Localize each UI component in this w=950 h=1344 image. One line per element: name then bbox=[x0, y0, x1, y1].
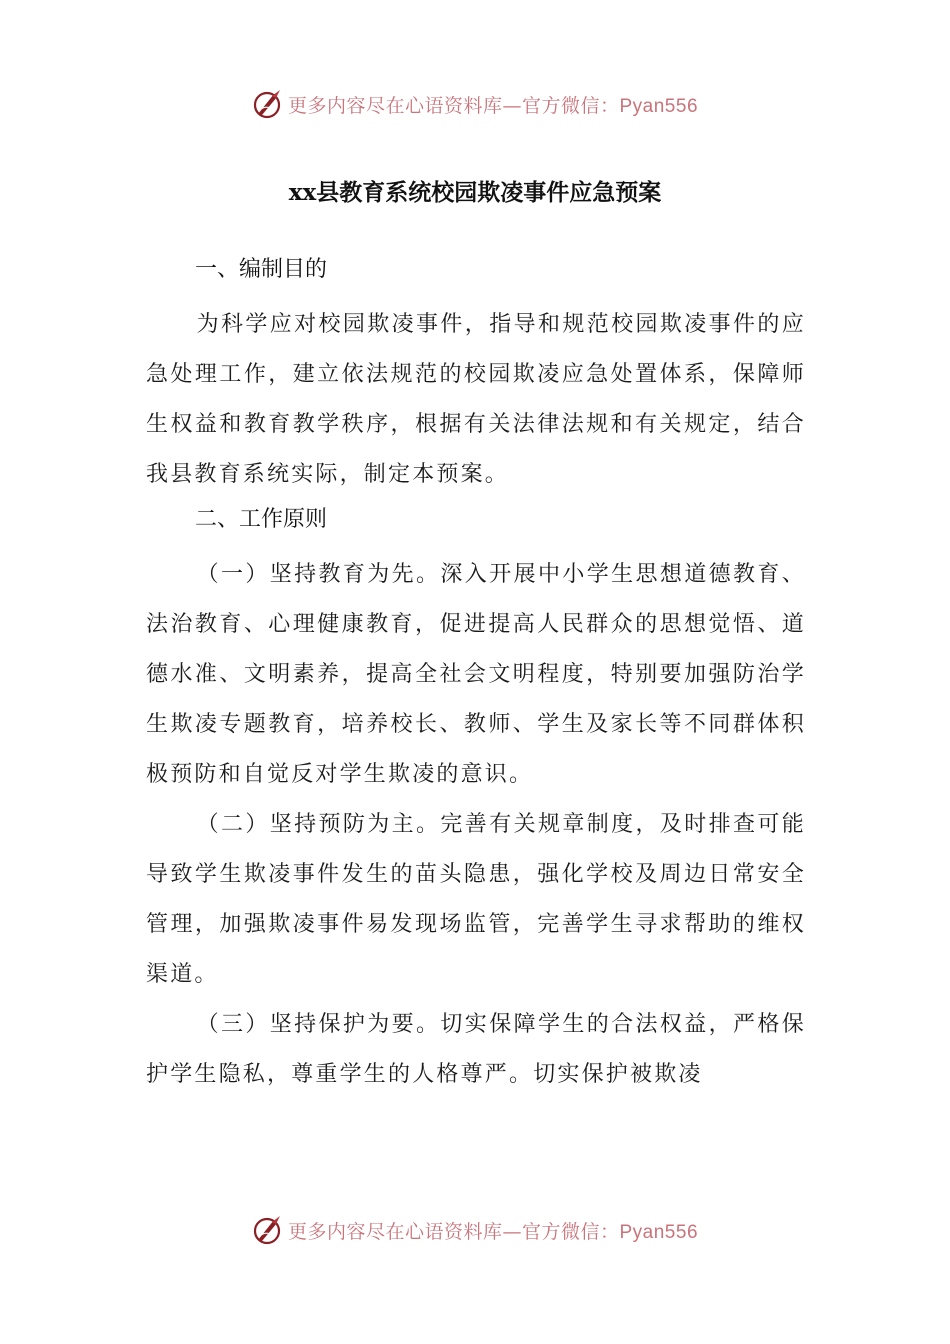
section-heading-principles: 二、工作原则 bbox=[195, 507, 328, 532]
quill-logo-icon bbox=[252, 1214, 284, 1246]
section-heading-purpose: 一、编制目的 bbox=[195, 257, 328, 282]
paragraph: 为科学应对校园欺凌事件，指导和规范校园欺凌事件的应急处理工作，建立依法规范的校园欺凌应急处置体系，保障师生权益和教育教学秩序，根据有关法律法规和有关规定，结合我县教育系统实际，制定本预案。 bbox=[146, 312, 806, 487]
watermark-text bbox=[288, 1217, 698, 1244]
document-body bbox=[146, 250, 806, 1100]
footer-watermark-banner bbox=[0, 1208, 950, 1252]
paragraph: （一）坚持教育为先。深入开展中小学生思想道德教育、法治教育、心理健康教育，促进提高人民群众的思想觉悟、道德水准、文明素养，提高全社会文明程度，特别要加强防治学生欺凌专题教育，培养校长、教师、学生及家长等不同群体积极预防和自觉反对学生欺凌的意识。 bbox=[146, 562, 806, 787]
quill-logo-icon bbox=[252, 88, 284, 120]
header-watermark-banner bbox=[0, 82, 950, 126]
paragraph: （三）坚持保护为要。切实保障学生的合法权益，严格保护学生隐私，尊重学生的人格尊严。切实保护被欺凌 bbox=[146, 1012, 806, 1087]
paragraph: （二）坚持预防为主。完善有关规章制度，及时排查可能导致学生欺凌事件发生的苗头隐患，强化学校及周边日常安全管理，加强欺凌事件易发现场监管，完善学生寻求帮助的维权渠道。 bbox=[146, 812, 806, 987]
document-title: xx县教育系统校园欺凌事件应急预案 bbox=[288, 179, 662, 206]
watermark-text bbox=[288, 91, 698, 118]
watermark-label: 更多内容尽在心语资料库—官方微信： bbox=[287, 94, 620, 117]
watermark-label: 更多内容尽在心语资料库—官方微信： bbox=[287, 1220, 620, 1243]
watermark-wechat-id: Pyan556 bbox=[619, 95, 699, 117]
watermark-wechat-id: Pyan556 bbox=[619, 1221, 699, 1243]
